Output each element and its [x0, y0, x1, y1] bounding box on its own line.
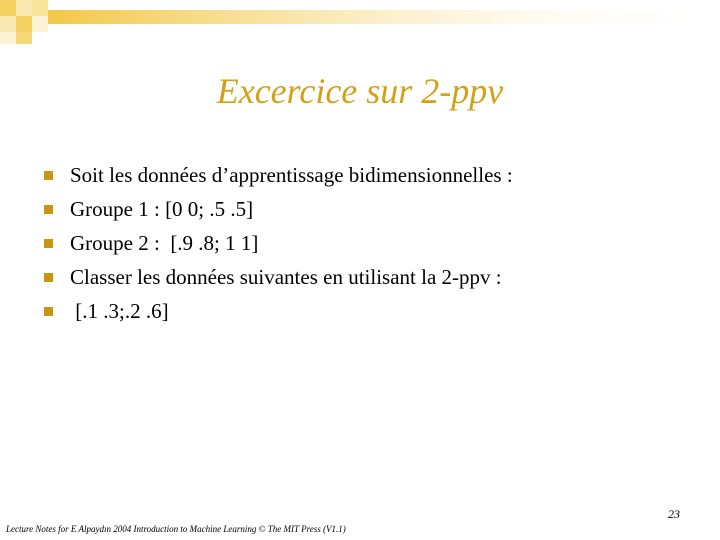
list-item	[44, 192, 684, 226]
square-bullet-icon	[44, 239, 53, 248]
footer-note: Lecture Notes for E Alpaydın 2004 Introduction to Machine Learning © The MIT Press (V1.1)	[6, 524, 346, 534]
list-item	[44, 260, 684, 294]
page-number: 23	[668, 507, 680, 521]
list-item	[44, 294, 684, 328]
square-bullet-icon	[44, 307, 53, 316]
bullet-text: [.1 .3;.2 .6]	[70, 298, 169, 323]
list-item	[44, 226, 684, 260]
bullet-text: Classer les données suivantes en utilisant la 2-ppv :	[70, 264, 502, 289]
bullet-text: Groupe 1 : [0 0; .5 .5]	[70, 196, 254, 221]
list-item	[44, 158, 684, 192]
square-bullet-icon	[44, 171, 53, 180]
square-bullet-icon	[44, 273, 53, 282]
square-bullet-icon	[44, 205, 53, 214]
bullet-text: Soit les données d’apprentissage bidimensionnelles :	[70, 162, 513, 187]
header-decoration	[0, 0, 720, 60]
slide-title: Excercice sur 2-ppv	[216, 71, 504, 111]
bullet-list	[44, 158, 684, 328]
bullet-text: Groupe 2 : [.9 .8; 1 1]	[70, 230, 259, 255]
